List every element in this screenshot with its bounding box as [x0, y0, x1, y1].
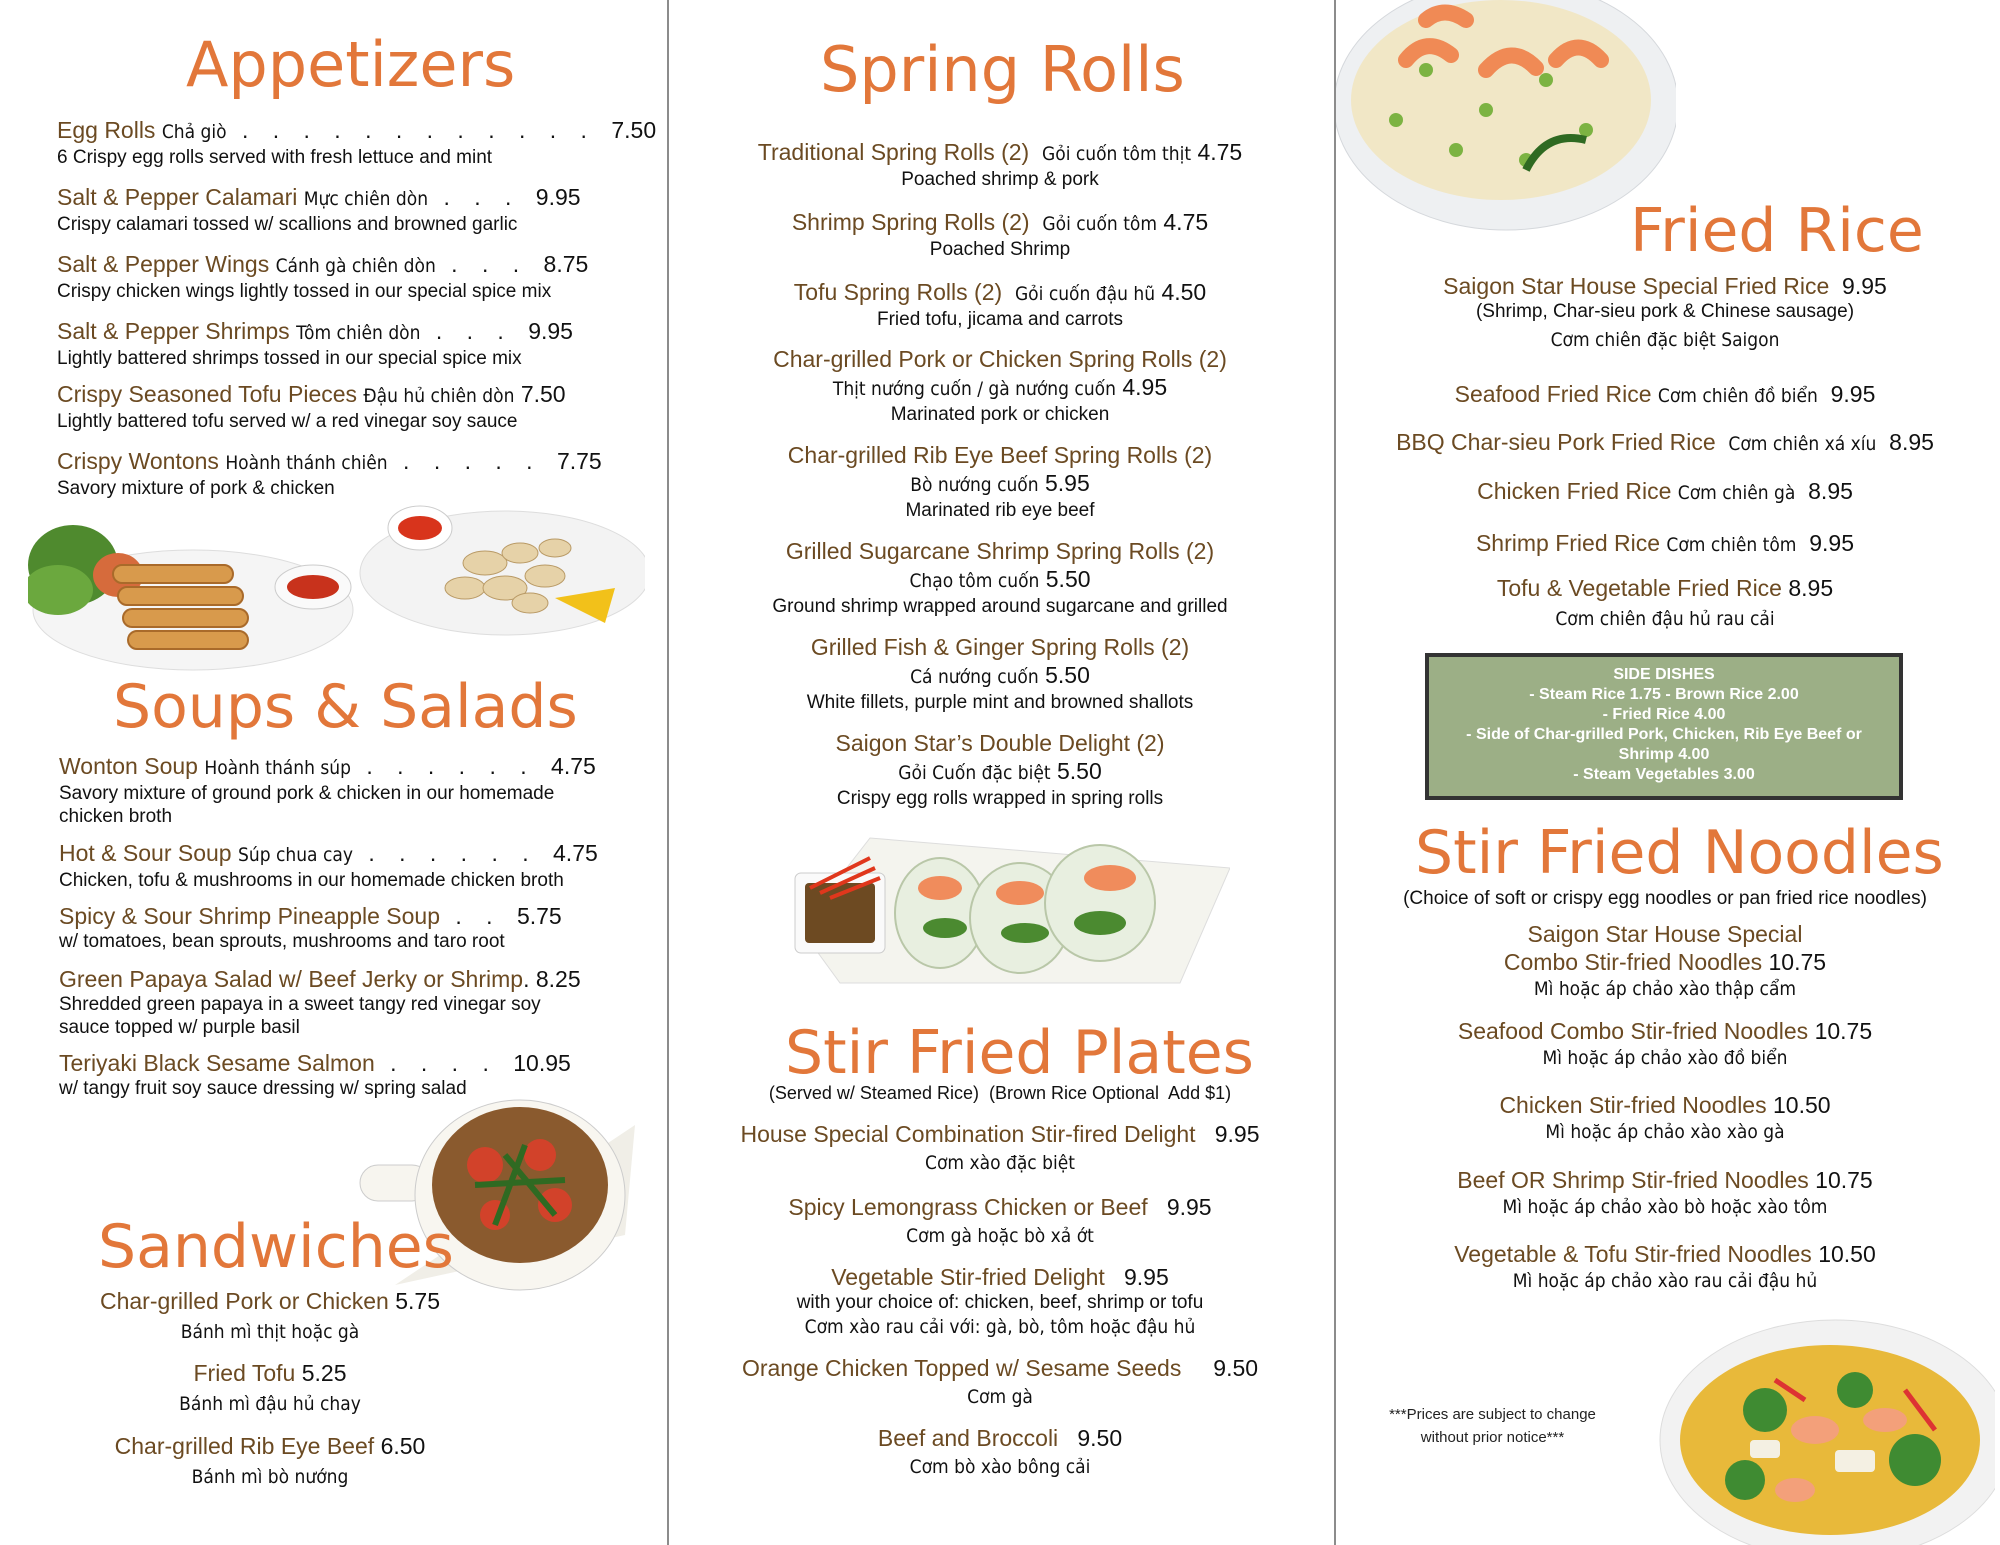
item-name: Vegetable & Tofu Stir-fried Noodles	[1454, 1241, 1812, 1267]
item-price: 7.50	[611, 117, 657, 143]
item-viet: Cơm bò xào bông cải	[909, 1456, 1091, 1478]
stir-fried-noodles-heading: Stir Fried Noodles	[1415, 818, 1944, 888]
item-desc: Savory mixture of ground pork & chicken in our homemade	[59, 783, 555, 804]
item-desc: (Shrimp, Char-sieu pork & Chinese sausage)	[1475, 301, 1855, 322]
menu-item	[60, 1359, 480, 1416]
menu-item	[680, 138, 1320, 191]
menu-item	[680, 633, 1320, 714]
item-viet: Bánh mì bò nướng	[191, 1466, 349, 1488]
item-viet: Mực chiên dòn	[303, 188, 429, 210]
appetizers-heading: Appetizers	[186, 28, 516, 101]
noodles-photo	[1655, 1290, 1995, 1545]
item-name: Char-grilled Rib Eye Beef Spring Rolls (2)	[787, 442, 1213, 468]
menu-item	[1340, 428, 1990, 458]
item-name: Shrimp Spring Rolls (2)	[791, 209, 1030, 235]
side-dishes-line: - Side of Char-grilled Pork, Chicken, Rib Eye Beef or	[1466, 726, 1862, 743]
menu-item: Egg Rolls Chả giò . . . . . . . . . . . . 7.50 6 Crispy egg rolls served with fresh lettuce and mint	[57, 117, 657, 168]
item-viet: Gỏi cuốn đậu hũ	[1014, 283, 1156, 305]
item-desc: Lightly battered tofu served w/ a red vinegar soy sauce	[57, 411, 518, 432]
item-viet: Cơm xào đặc biệt	[925, 1152, 1075, 1174]
item-price: 7.75	[556, 448, 602, 474]
item-name: Fried Tofu	[193, 1360, 296, 1386]
item-name: Char-grilled Pork or Chicken Spring Rolls (2)	[773, 346, 1227, 372]
item-price: 4.95	[1122, 374, 1168, 400]
item-name: Grilled Sugarcane Shrimp Spring Rolls (2)	[785, 538, 1215, 564]
item-desc: Fried tofu, jicama and carrots	[876, 309, 1124, 330]
menu-item: Salt & Pepper Shrimps Tôm chiên dòn . . . 9.95 Lightly battered shrimps tossed in our special spice mix	[57, 318, 573, 369]
item-viet: Thịt nướng cuốn / gà nướng cuốn	[832, 378, 1116, 400]
item-price: 9.95	[535, 184, 581, 210]
item-viet: Cơm chiên đậu hủ rau cải	[1555, 608, 1775, 630]
item-name: House Special Combination Stir-fired Delight	[740, 1121, 1196, 1147]
item-viet: Hoành thánh súp	[204, 757, 351, 779]
item-price: 5.50	[1045, 566, 1091, 592]
item-viet: Tôm chiên dòn	[296, 322, 421, 344]
item-name: Green Papaya Salad w/ Beef Jerky or Shrimp	[59, 966, 524, 992]
item-viet: Cơm gà hoặc bò xả ớt	[906, 1225, 1094, 1247]
item-name: Teriyaki Black Sesame Salmon	[59, 1050, 375, 1076]
item-name: Grilled Fish & Ginger Spring Rolls (2)	[810, 634, 1190, 660]
item-viet: Cơm chiên gà	[1677, 482, 1796, 504]
menu-item	[1340, 1091, 1990, 1144]
item-price: 8.95	[1788, 575, 1834, 601]
item-viet: Bò nướng cuốn	[910, 474, 1039, 496]
item-viet: Cơm chiên xá xíu	[1728, 433, 1877, 455]
item-price: 10.75	[1815, 1167, 1873, 1193]
column-divider-left	[667, 0, 669, 1545]
item-name: Chicken Stir-fried Noodles	[1499, 1092, 1767, 1118]
menu-item: Green Papaya Salad w/ Beef Jerky or Shrimp. 8.25 Shredded green papaya in a sweet tangy red vinegar soy sauce topped w/ purple basil	[59, 966, 581, 1038]
item-desc: Chicken, tofu & mushrooms in our homemade chicken broth	[59, 870, 564, 891]
menu-item	[1340, 272, 1990, 352]
item-viet: Cá nướng cuốn	[910, 666, 1039, 688]
item-price: 5.50	[1045, 662, 1090, 688]
item-name: Wonton Soup	[59, 753, 198, 779]
item-price: 9.95	[528, 318, 573, 344]
item-price: 4.75	[551, 753, 596, 779]
item-name: Beef and Broccoli	[877, 1425, 1059, 1451]
item-name: Egg Rolls	[57, 117, 156, 143]
item-name: Char-grilled Pork or Chicken	[99, 1288, 389, 1314]
item-desc: with your choice of: chicken, beef, shrimp or tofu	[796, 1292, 1204, 1313]
item-viet: Cơm chiên đồ biển	[1657, 385, 1818, 407]
item-price: 8.95	[1808, 478, 1853, 504]
menu-item	[1340, 574, 1990, 631]
item-price: 4.50	[1161, 279, 1207, 305]
menu-item	[680, 1263, 1320, 1339]
menu-item	[680, 441, 1320, 522]
item-viet: Cánh gà chiên dòn	[275, 255, 436, 277]
item-viet: Cơm xào rau cải với: gà, bò, tôm hoặc đậu hủ	[804, 1316, 1196, 1338]
item-name: Hot & Sour Soup	[59, 840, 232, 866]
menu-item	[680, 278, 1320, 331]
egg-rolls-photo	[28, 495, 368, 675]
item-viet: Đậu hủ chiên dòn	[363, 385, 515, 407]
stir-fried-plates-heading: Stir Fried Plates	[785, 1018, 1254, 1088]
item-viet: Bánh mì đậu hủ chay	[179, 1393, 361, 1415]
soups-salads-heading: Soups & Salads	[113, 672, 578, 742]
item-price: 9.95	[1830, 381, 1876, 407]
item-desc: Marinated pork or chicken	[890, 404, 1110, 425]
item-name: Crispy Seasoned Tofu Pieces	[57, 381, 358, 407]
item-name: Spicy & Sour Shrimp Pineapple Soup	[59, 903, 440, 929]
item-price: 9.95	[1124, 1264, 1169, 1290]
menu-item: Teriyaki Black Sesame Salmon . . . . 10.95 w/ tangy fruit soy sauce dressing w/ spring salad	[59, 1050, 571, 1099]
prices-note-line: ***Prices are subject to change	[1389, 1406, 1596, 1423]
prices-note	[1370, 1403, 1615, 1449]
item-price: 9.95	[1166, 1194, 1212, 1220]
item-price: 4.75	[553, 840, 598, 866]
menu-item: Wonton Soup Hoành thánh súp . . . . . . 4.75 Savory mixture of ground pork & chicken in our homemade chicken broth	[59, 753, 596, 827]
menu-item: Spicy & Sour Shrimp Pineapple Soup . . 5.75 w/ tomatoes, bean sprouts, mushrooms and taro root	[59, 903, 562, 952]
menu-item	[60, 1287, 480, 1344]
menu-item	[1340, 920, 1990, 1001]
item-desc: Poached shrimp & pork	[901, 169, 1099, 190]
item-price: 8.95	[1889, 429, 1934, 455]
item-name: BBQ Char-sieu Pork Fried Rice	[1396, 429, 1716, 455]
item-desc: Crispy chicken wings lightly tossed in our special spice mix	[57, 281, 552, 302]
item-name: Saigon Star House Special Fried Rice	[1443, 273, 1830, 299]
item-name: Salt & Pepper Shrimps	[57, 318, 290, 344]
item-name: Salt & Pepper Calamari	[57, 184, 298, 210]
item-name: Saigon Star House Special	[1527, 921, 1803, 947]
stir-fried-noodles-subtitle: (Choice of soft or crispy egg noodles or pan fried rice noodles)	[1403, 888, 1927, 909]
item-viet: Mì hoặc áp chảo xào bò hoặc xào tôm	[1502, 1196, 1828, 1218]
item-name-line2: Combo Stir-fried Noodles	[1503, 949, 1763, 975]
item-price: 7.50	[520, 381, 566, 407]
item-name: Tofu Spring Rolls (2)	[793, 279, 1003, 305]
item-desc: 6 Crispy egg rolls served with fresh lettuce and mint	[57, 147, 493, 168]
item-price: 6.50	[380, 1433, 426, 1459]
menu-item	[1340, 529, 1990, 559]
item-viet: Mì hoặc áp chảo xào rau cải đậu hủ	[1512, 1270, 1818, 1292]
item-name: Saigon Star’s Double Delight (2)	[835, 730, 1165, 756]
menu-item: Crispy Wontons Hoành thánh chiên . . . . . 7.75 Savory mixture of pork & chicken	[57, 448, 602, 499]
spring-rolls-photo	[780, 818, 1230, 988]
menu-item: Salt & Pepper Calamari Mực chiên dòn . . . 9.95 Crispy calamari tossed w/ scallions and browned garlic	[57, 184, 581, 235]
side-dishes-box	[1425, 653, 1903, 800]
item-viet: Gỏi cuốn tôm thịt	[1041, 143, 1192, 165]
menu-item	[1340, 1240, 1990, 1293]
item-price: 9.95	[1842, 273, 1887, 299]
item-price: 9.95	[1214, 1121, 1260, 1147]
item-viet: Mì hoặc áp chảo xào đồ biển	[1542, 1047, 1788, 1069]
item-desc: Crispy calamari tossed w/ scallions and browned garlic	[57, 214, 518, 235]
side-dishes-line: Shrimp 4.00	[1618, 746, 1710, 763]
prices-note-line: without prior notice***	[1420, 1429, 1565, 1446]
item-desc: chicken broth	[59, 806, 173, 827]
item-name: Seafood Fried Rice	[1454, 381, 1652, 407]
item-price: 5.75	[395, 1288, 441, 1314]
item-name: Spicy Lemongrass Chicken or Beef	[788, 1194, 1148, 1220]
stir-fried-plates-subtitle: (Served w/ Steamed Rice) (Brown Rice Optional Add $1)	[768, 1083, 1232, 1103]
item-desc: Savory mixture of pork & chicken	[57, 478, 335, 499]
menu-item	[680, 345, 1320, 426]
item-desc: Ground shrimp wrapped around sugarcane and grilled	[772, 596, 1228, 617]
item-desc: Crispy egg rolls wrapped in spring rolls	[836, 788, 1164, 809]
menu-item	[1340, 1017, 1990, 1070]
item-name: Tofu & Vegetable Fried Rice	[1496, 575, 1782, 601]
item-price: 9.50	[1077, 1425, 1123, 1451]
item-price: 10.95	[513, 1050, 571, 1076]
side-dishes-line: - Steam Rice 1.75 - Brown Rice 2.00	[1529, 686, 1799, 703]
item-viet: Cơm gà	[967, 1386, 1033, 1408]
menu-item	[680, 1424, 1320, 1479]
side-dishes-line: - Fried Rice 4.00	[1602, 706, 1726, 723]
item-price: 10.75	[1814, 1018, 1873, 1044]
side-dishes-title: SIDE DISHES	[1613, 666, 1715, 683]
item-viet: Mì hoặc áp chảo xào thập cẩm	[1533, 978, 1797, 1000]
item-viet: Bánh mì thịt hoặc gà	[180, 1321, 360, 1343]
item-viet: Mì hoặc áp chảo xào xào gà	[1545, 1121, 1785, 1143]
item-desc: Marinated rib eye beef	[905, 500, 1095, 521]
sandwiches-heading: Sandwiches	[98, 1212, 454, 1282]
item-name: Chicken Fried Rice	[1477, 478, 1672, 504]
menu-item	[1340, 380, 1990, 410]
menu-item	[1340, 1166, 1990, 1219]
menu-item	[680, 1120, 1320, 1175]
spring-rolls-heading: Spring Rolls	[820, 33, 1185, 106]
item-price: 5.50	[1056, 758, 1102, 784]
menu-item	[60, 1432, 480, 1489]
item-desc: w/ tomatoes, bean sprouts, mushrooms and taro root	[59, 931, 505, 952]
item-desc: sauce topped w/ purple basil	[59, 1017, 300, 1038]
item-price: 5.75	[516, 903, 562, 929]
item-price: 10.50	[1773, 1092, 1831, 1118]
item-name: Orange Chicken Topped w/ Sesame Seeds	[741, 1355, 1182, 1381]
item-viet: Chạo tôm cuốn	[909, 570, 1040, 592]
item-name: Char-grilled Rib Eye Beef	[114, 1433, 375, 1459]
menu-item	[680, 537, 1320, 618]
item-price: 5.95	[1045, 470, 1090, 496]
item-viet: Hoành thánh chiên	[225, 452, 388, 474]
item-name: Seafood Combo Stir-fried Noodles	[1457, 1018, 1809, 1044]
fried-rice-photo	[1336, 0, 1676, 235]
item-name: Vegetable Stir-fried Delight	[831, 1264, 1105, 1290]
item-viet: Cơm chiên đặc biệt Saigon	[1550, 329, 1780, 351]
item-name: Crispy Wontons	[57, 448, 219, 474]
fried-rice-heading: Fried Rice	[1630, 196, 1924, 266]
item-price: 9.50	[1213, 1355, 1259, 1381]
item-price: 5.25	[301, 1360, 347, 1386]
menu-item	[680, 1354, 1320, 1409]
item-viet: Chả giò	[161, 121, 227, 143]
menu-item	[680, 1193, 1320, 1248]
menu-item: Salt & Pepper Wings Cánh gà chiên dòn . . . 8.75 Crispy chicken wings lightly tossed in our special spice mix	[57, 251, 589, 302]
item-price: 8.25	[535, 966, 581, 992]
calamari-photo	[355, 488, 645, 643]
item-desc: Shredded green papaya in a sweet tangy red vinegar soy	[59, 994, 541, 1015]
item-desc: Poached Shrimp	[929, 239, 1071, 260]
item-desc: White fillets, purple mint and browned shallots	[806, 692, 1194, 713]
menu-item	[1340, 477, 1990, 507]
item-price: 10.50	[1818, 1241, 1876, 1267]
item-desc: w/ tangy fruit soy sauce dressing w/ spring salad	[59, 1078, 467, 1099]
item-viet: Súp chua cay	[238, 844, 353, 866]
menu-item	[680, 729, 1320, 810]
item-price: 9.95	[1809, 530, 1855, 556]
item-name: Beef OR Shrimp Stir-fried Noodles	[1457, 1167, 1809, 1193]
item-price: 10.75	[1768, 949, 1827, 975]
item-viet: Cơm chiên tôm	[1666, 534, 1797, 556]
item-price: 4.75	[1163, 209, 1209, 235]
item-name: Salt & Pepper Wings	[57, 251, 270, 277]
item-price: 4.75	[1197, 139, 1243, 165]
item-name: Traditional Spring Rolls (2)	[757, 139, 1030, 165]
item-viet: Gỏi cuốn tôm	[1042, 213, 1157, 235]
menu-item	[57, 380, 566, 433]
item-price: 8.75	[543, 251, 589, 277]
item-name: Shrimp Fried Rice	[1475, 530, 1661, 556]
menu-item	[680, 208, 1320, 261]
menu-item: Hot & Sour Soup Súp chua cay . . . . . . 4.75 Chicken, tofu & mushrooms in our homemade chicken broth	[59, 840, 598, 891]
side-dishes-line: - Steam Vegetables 3.00	[1573, 766, 1755, 783]
item-viet: Gỏi Cuốn đặc biệt	[898, 762, 1051, 784]
item-desc: Lightly battered shrimps tossed in our special spice mix	[57, 348, 522, 369]
